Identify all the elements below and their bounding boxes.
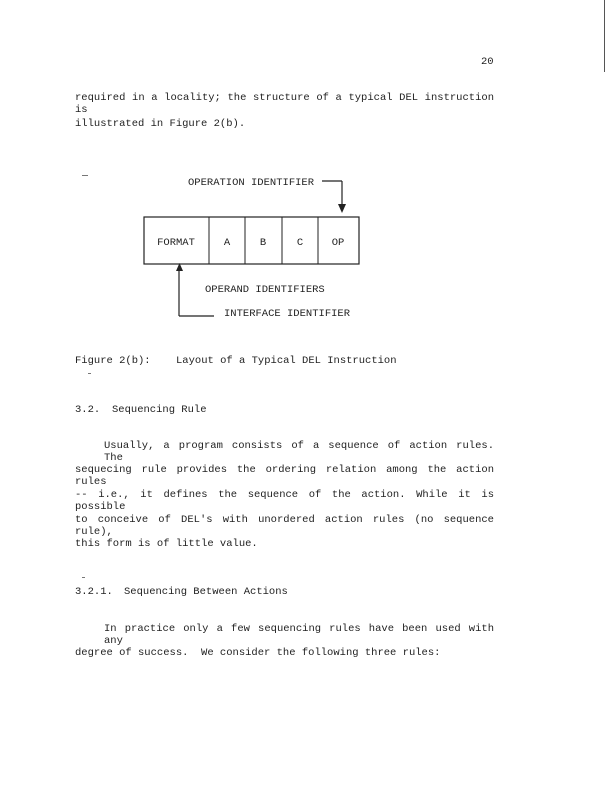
interface-identifier-label: INTERFACE IDENTIFIER (224, 308, 351, 320)
figure-caption-text: Layout of a Typical DEL Instruction (176, 355, 397, 367)
field-a: A (223, 237, 231, 249)
section-3-2-line-2: sequecing rule provides the ordering relation among the action rules (75, 464, 494, 488)
section-3-2-line-4: to conceive of DEL's with unordered action rules (no sequence rule), (75, 514, 494, 538)
figure-caption-label: Figure 2(b): (75, 355, 151, 367)
section-3-2-line-5: this form is of little value. (75, 538, 258, 550)
section-3-2-1-number: 3.2.1. (75, 586, 113, 598)
field-b: B (259, 237, 267, 249)
intro-line-2: illustrated in Figure 2(b). (75, 118, 246, 130)
field-format: FORMAT (157, 237, 195, 249)
field-c: C (296, 237, 304, 249)
section-3-2-title: Sequencing Rule (112, 404, 207, 416)
operand-identifiers-label: OPERAND IDENTIFIERS (205, 284, 325, 296)
operation-arrow-head (338, 204, 346, 213)
section-3-2-1-title: Sequencing Between Actions (124, 586, 288, 598)
field-op: OP (331, 237, 345, 249)
page-number: 20 (481, 56, 494, 68)
section-3-2-number: 3.2. (75, 404, 101, 416)
intro-line-1: required in a locality; the structure of a typical DEL instruction is (75, 92, 494, 116)
section-3-2-line-1: Usually, a program consists of a sequence of action rules. The (104, 440, 494, 464)
operation-identifier-label: OPERATION IDENTIFIER (188, 177, 315, 189)
section-3-2-line-3: -- i.e., it defines the sequence of the action. While it is possible (75, 489, 494, 513)
section-3-2-1-line-1: In practice only a few sequencing rules have been used with any (104, 623, 494, 647)
section-3-2-1-line-2: degree of success. We consider the following three rules: (75, 647, 441, 659)
